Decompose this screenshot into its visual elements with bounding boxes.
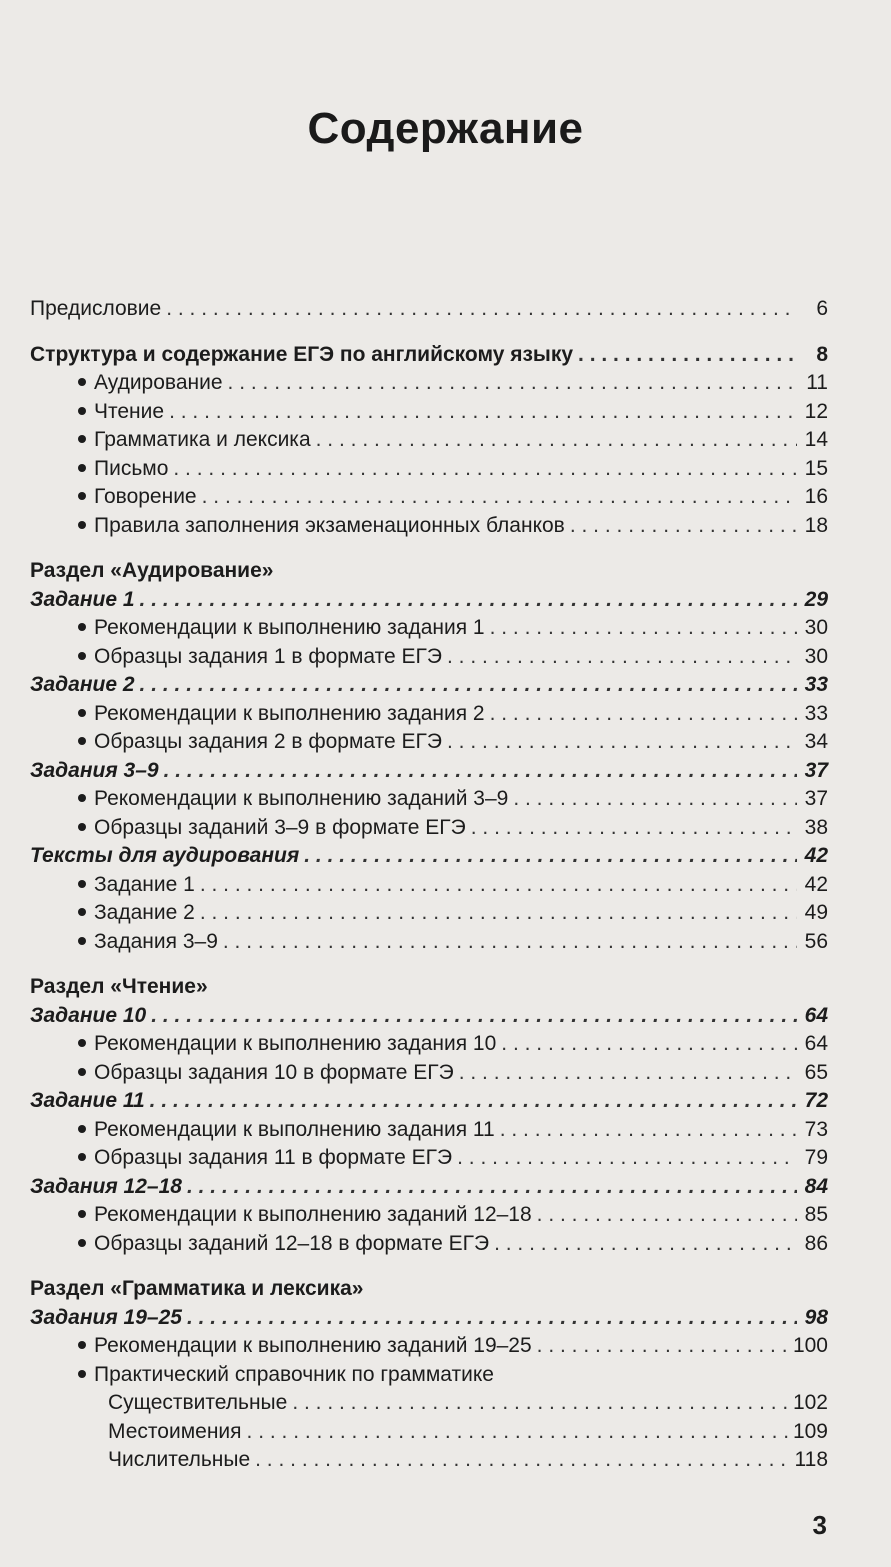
toc-entry-label: Задание 10	[30, 1003, 147, 1027]
toc-entry-label: Предисловие	[30, 297, 162, 320]
leader-dots	[140, 671, 797, 700]
bullet-icon	[78, 908, 86, 916]
bullet-icon	[78, 464, 86, 472]
leader-dots	[150, 1087, 797, 1116]
toc-page-number: 85	[804, 1203, 828, 1226]
toc-item[interactable]	[30, 1230, 828, 1259]
section-heading-listening: Раздел «Аудирование»	[30, 559, 274, 582]
toc-entry-label: Задание 1	[94, 872, 195, 896]
leader-dots	[151, 1002, 797, 1031]
toc-entry-label: Задание 2	[30, 673, 135, 696]
toc-page-number: 100	[792, 1334, 828, 1357]
toc-entry-label: Правила заполнения экзаменационных бланков	[94, 513, 565, 537]
bullet-icon	[78, 823, 86, 831]
toc-item[interactable]	[30, 1059, 828, 1088]
bullet-icon	[78, 1210, 86, 1218]
toc-entry-label: Образцы заданий 3–9 в формате ЕГЭ	[94, 815, 466, 839]
bullet-icon	[78, 709, 86, 717]
bullet-icon	[78, 1039, 86, 1047]
bullet-icon	[78, 521, 86, 529]
toc-item[interactable]	[30, 814, 828, 843]
toc-page-number: 29	[804, 587, 828, 611]
bullet-icon	[78, 435, 86, 443]
leader-dots	[228, 369, 797, 398]
leader-dots	[537, 1332, 788, 1361]
leader-dots	[490, 614, 797, 643]
toc-item[interactable]	[30, 1030, 828, 1059]
toc-entry-label: Задания 3–9	[94, 929, 218, 953]
leader-dots	[316, 426, 797, 455]
toc-entry-label: Структура и содержание ЕГЭ по английскому языку	[30, 342, 574, 366]
toc-entry-label: Рекомендации к выполнению задания 11	[94, 1117, 495, 1141]
toc-entry-label: Практический справочник по грамматике	[94, 1362, 494, 1386]
bullet-icon	[78, 1068, 86, 1076]
leader-dots	[447, 643, 797, 672]
leader-dots	[202, 483, 797, 512]
leader-dots	[169, 398, 797, 427]
section-heading-grammar: Раздел «Грамматика и лексика»	[30, 1277, 364, 1300]
leader-dots	[187, 1173, 797, 1202]
leader-dots	[494, 1230, 797, 1259]
table-of-contents	[30, 295, 828, 1475]
toc-page-number: 38	[804, 815, 828, 839]
toc-item[interactable]	[30, 614, 828, 643]
toc-page-number: 11	[806, 371, 828, 394]
toc-item[interactable]	[30, 871, 828, 900]
bullet-icon	[78, 1370, 86, 1378]
toc-page-number: 8	[816, 342, 828, 366]
toc-page-number: 6	[816, 297, 828, 320]
toc-entry-task[interactable]	[30, 842, 828, 871]
toc-item[interactable]	[30, 700, 828, 729]
toc-entry-label: Местоимения	[108, 1419, 242, 1443]
page-title: Содержание	[307, 104, 584, 153]
toc-entry-label: Образцы задания 1 в формате ЕГЭ	[94, 644, 443, 668]
bullet-icon	[78, 407, 86, 415]
toc-item[interactable]	[30, 426, 828, 455]
toc-page-number: 98	[804, 1305, 828, 1329]
toc-entry-label: Рекомендации к выполнению заданий 12–18	[94, 1203, 532, 1226]
bullet-icon	[78, 623, 86, 631]
toc-item[interactable]	[30, 369, 828, 398]
toc-page-number: 102	[792, 1391, 828, 1414]
leader-dots	[447, 728, 797, 757]
toc-entry-label: Рекомендации к выполнению задания 1	[94, 616, 485, 639]
toc-entry-label: Задания 19–25	[30, 1305, 182, 1329]
toc-entry-label: Числительные	[108, 1448, 251, 1471]
toc-item[interactable]	[30, 785, 828, 814]
toc-page-number: 64	[804, 1003, 828, 1027]
bullet-icon	[78, 794, 86, 802]
toc-page-number: 33	[804, 673, 828, 696]
leader-dots	[187, 1304, 797, 1333]
toc-entry-task[interactable]	[30, 671, 828, 700]
bullet-icon	[78, 652, 86, 660]
toc-page-number: 49	[804, 901, 828, 924]
toc-page-number: 30	[804, 644, 828, 668]
bullet-icon	[78, 880, 86, 888]
toc-page-number: 72	[804, 1089, 828, 1112]
toc-page-number: 86	[804, 1231, 828, 1255]
leader-dots	[537, 1201, 797, 1230]
toc-entry-label: Задания 12–18	[30, 1174, 182, 1198]
toc-entry-label: Рекомендации к выполнению заданий 3–9	[94, 787, 509, 810]
leader-dots	[200, 871, 797, 900]
page-number: 3	[812, 1510, 827, 1540]
toc-item[interactable]	[30, 728, 828, 757]
leader-dots	[140, 586, 797, 615]
bullet-icon	[78, 492, 86, 500]
toc-item[interactable]	[30, 1144, 828, 1173]
toc-entry-label: Образцы задания 11 в формате ЕГЭ	[94, 1146, 453, 1169]
toc-entry-label: Говорение	[94, 485, 197, 508]
toc-entry-task[interactable]	[30, 586, 828, 615]
toc-page-number: 16	[804, 485, 828, 508]
toc-item[interactable]	[30, 398, 828, 427]
leader-dots	[513, 785, 797, 814]
leader-dots	[247, 1418, 788, 1447]
toc-item[interactable]	[30, 643, 828, 672]
toc-entry-label: Задания 3–9	[30, 758, 159, 782]
toc-page-number: 18	[804, 513, 828, 537]
toc-page-number: 56	[804, 929, 828, 953]
leader-dots	[255, 1446, 789, 1475]
toc-entry-label: Аудирование	[94, 371, 223, 394]
leader-dots	[501, 1030, 797, 1059]
toc-entry-label: Задание 11	[30, 1089, 145, 1112]
toc-entry-label: Чтение	[94, 399, 165, 423]
toc-page-number: 30	[804, 616, 828, 639]
toc-entry-task[interactable]	[30, 1304, 828, 1333]
bullet-icon	[78, 1125, 86, 1133]
leader-dots	[166, 295, 797, 324]
leader-dots	[490, 700, 797, 729]
toc-item[interactable]	[30, 928, 828, 957]
toc-entry-label: Рекомендации к выполнению задания 2	[94, 701, 485, 725]
toc-page-number: 14	[804, 428, 828, 451]
toc-page-number: 34	[804, 730, 828, 753]
toc-item-reference[interactable]	[30, 1361, 828, 1390]
toc-page-number: 42	[804, 844, 828, 867]
toc-entry-task[interactable]	[30, 757, 828, 786]
toc-page-number: 73	[804, 1117, 828, 1141]
toc-entry-label: Задание 2	[94, 901, 195, 924]
toc-item[interactable]	[30, 1332, 828, 1361]
toc-entry-task[interactable]	[30, 1002, 828, 1031]
leader-dots	[457, 1144, 797, 1173]
toc-item[interactable]	[30, 899, 828, 928]
toc-item[interactable]	[30, 483, 828, 512]
bullet-icon	[78, 937, 86, 945]
toc-entry-label: Рекомендации к выполнению заданий 19–25	[94, 1334, 532, 1357]
toc-item[interactable]	[30, 1116, 828, 1145]
toc-entry-label: Задание 1	[30, 587, 135, 611]
leader-dots	[578, 341, 797, 370]
toc-page-number: 12	[804, 399, 828, 423]
toc-entry-label: Тексты для аудирования	[30, 844, 300, 867]
leader-dots	[471, 814, 797, 843]
toc-entry-label: Образцы заданий 12–18 в формате ЕГЭ	[94, 1231, 490, 1255]
toc-subitem[interactable]	[30, 1446, 828, 1475]
leader-dots	[570, 512, 797, 541]
toc-entry-task[interactable]	[30, 1087, 828, 1116]
leader-dots	[500, 1116, 797, 1145]
bullet-icon	[78, 1153, 86, 1161]
toc-entry-label: Образцы задания 2 в формате ЕГЭ	[94, 730, 443, 753]
toc-page-number: 79	[804, 1146, 828, 1169]
toc-entry-label: Образцы задания 10 в формате ЕГЭ	[94, 1060, 454, 1084]
section-heading-reading: Раздел «Чтение»	[30, 975, 208, 998]
leader-dots	[200, 899, 797, 928]
bullet-icon	[78, 1239, 86, 1247]
bullet-icon	[78, 378, 86, 386]
toc-entry-label: Грамматика и лексика	[94, 428, 311, 451]
toc-page-number: 15	[804, 456, 828, 480]
toc-entry-label: Рекомендации к выполнению задания 10	[94, 1032, 497, 1055]
toc-page-number: 42	[804, 872, 828, 896]
bullet-icon	[78, 737, 86, 745]
toc-page-number: 37	[804, 758, 828, 782]
toc-subitem[interactable]	[30, 1418, 828, 1447]
toc-item[interactable]	[30, 1201, 828, 1230]
toc-page-number: 118	[794, 1448, 828, 1471]
toc-page-number: 37	[804, 787, 828, 810]
leader-dots	[223, 928, 797, 957]
toc-page-number: 65	[804, 1060, 828, 1084]
toc-item[interactable]	[30, 512, 828, 541]
toc-subitem[interactable]	[30, 1389, 828, 1418]
toc-page-number: 84	[804, 1174, 828, 1198]
toc-page-number: 64	[804, 1032, 828, 1055]
toc-entry-task[interactable]	[30, 1173, 828, 1202]
toc-page-number: 33	[804, 701, 828, 725]
leader-dots	[164, 757, 797, 786]
toc-entry-structure[interactable]	[30, 341, 828, 370]
leader-dots	[459, 1059, 797, 1088]
toc-entry-label: Существительные	[108, 1391, 288, 1414]
bullet-icon	[78, 1341, 86, 1349]
leader-dots	[304, 842, 797, 871]
leader-dots	[292, 1389, 788, 1418]
toc-item[interactable]	[30, 455, 828, 484]
leader-dots	[173, 455, 797, 484]
toc-page-number: 109	[792, 1419, 828, 1443]
toc-entry-label: Письмо	[94, 456, 169, 480]
toc-entry-preface[interactable]	[30, 295, 828, 324]
